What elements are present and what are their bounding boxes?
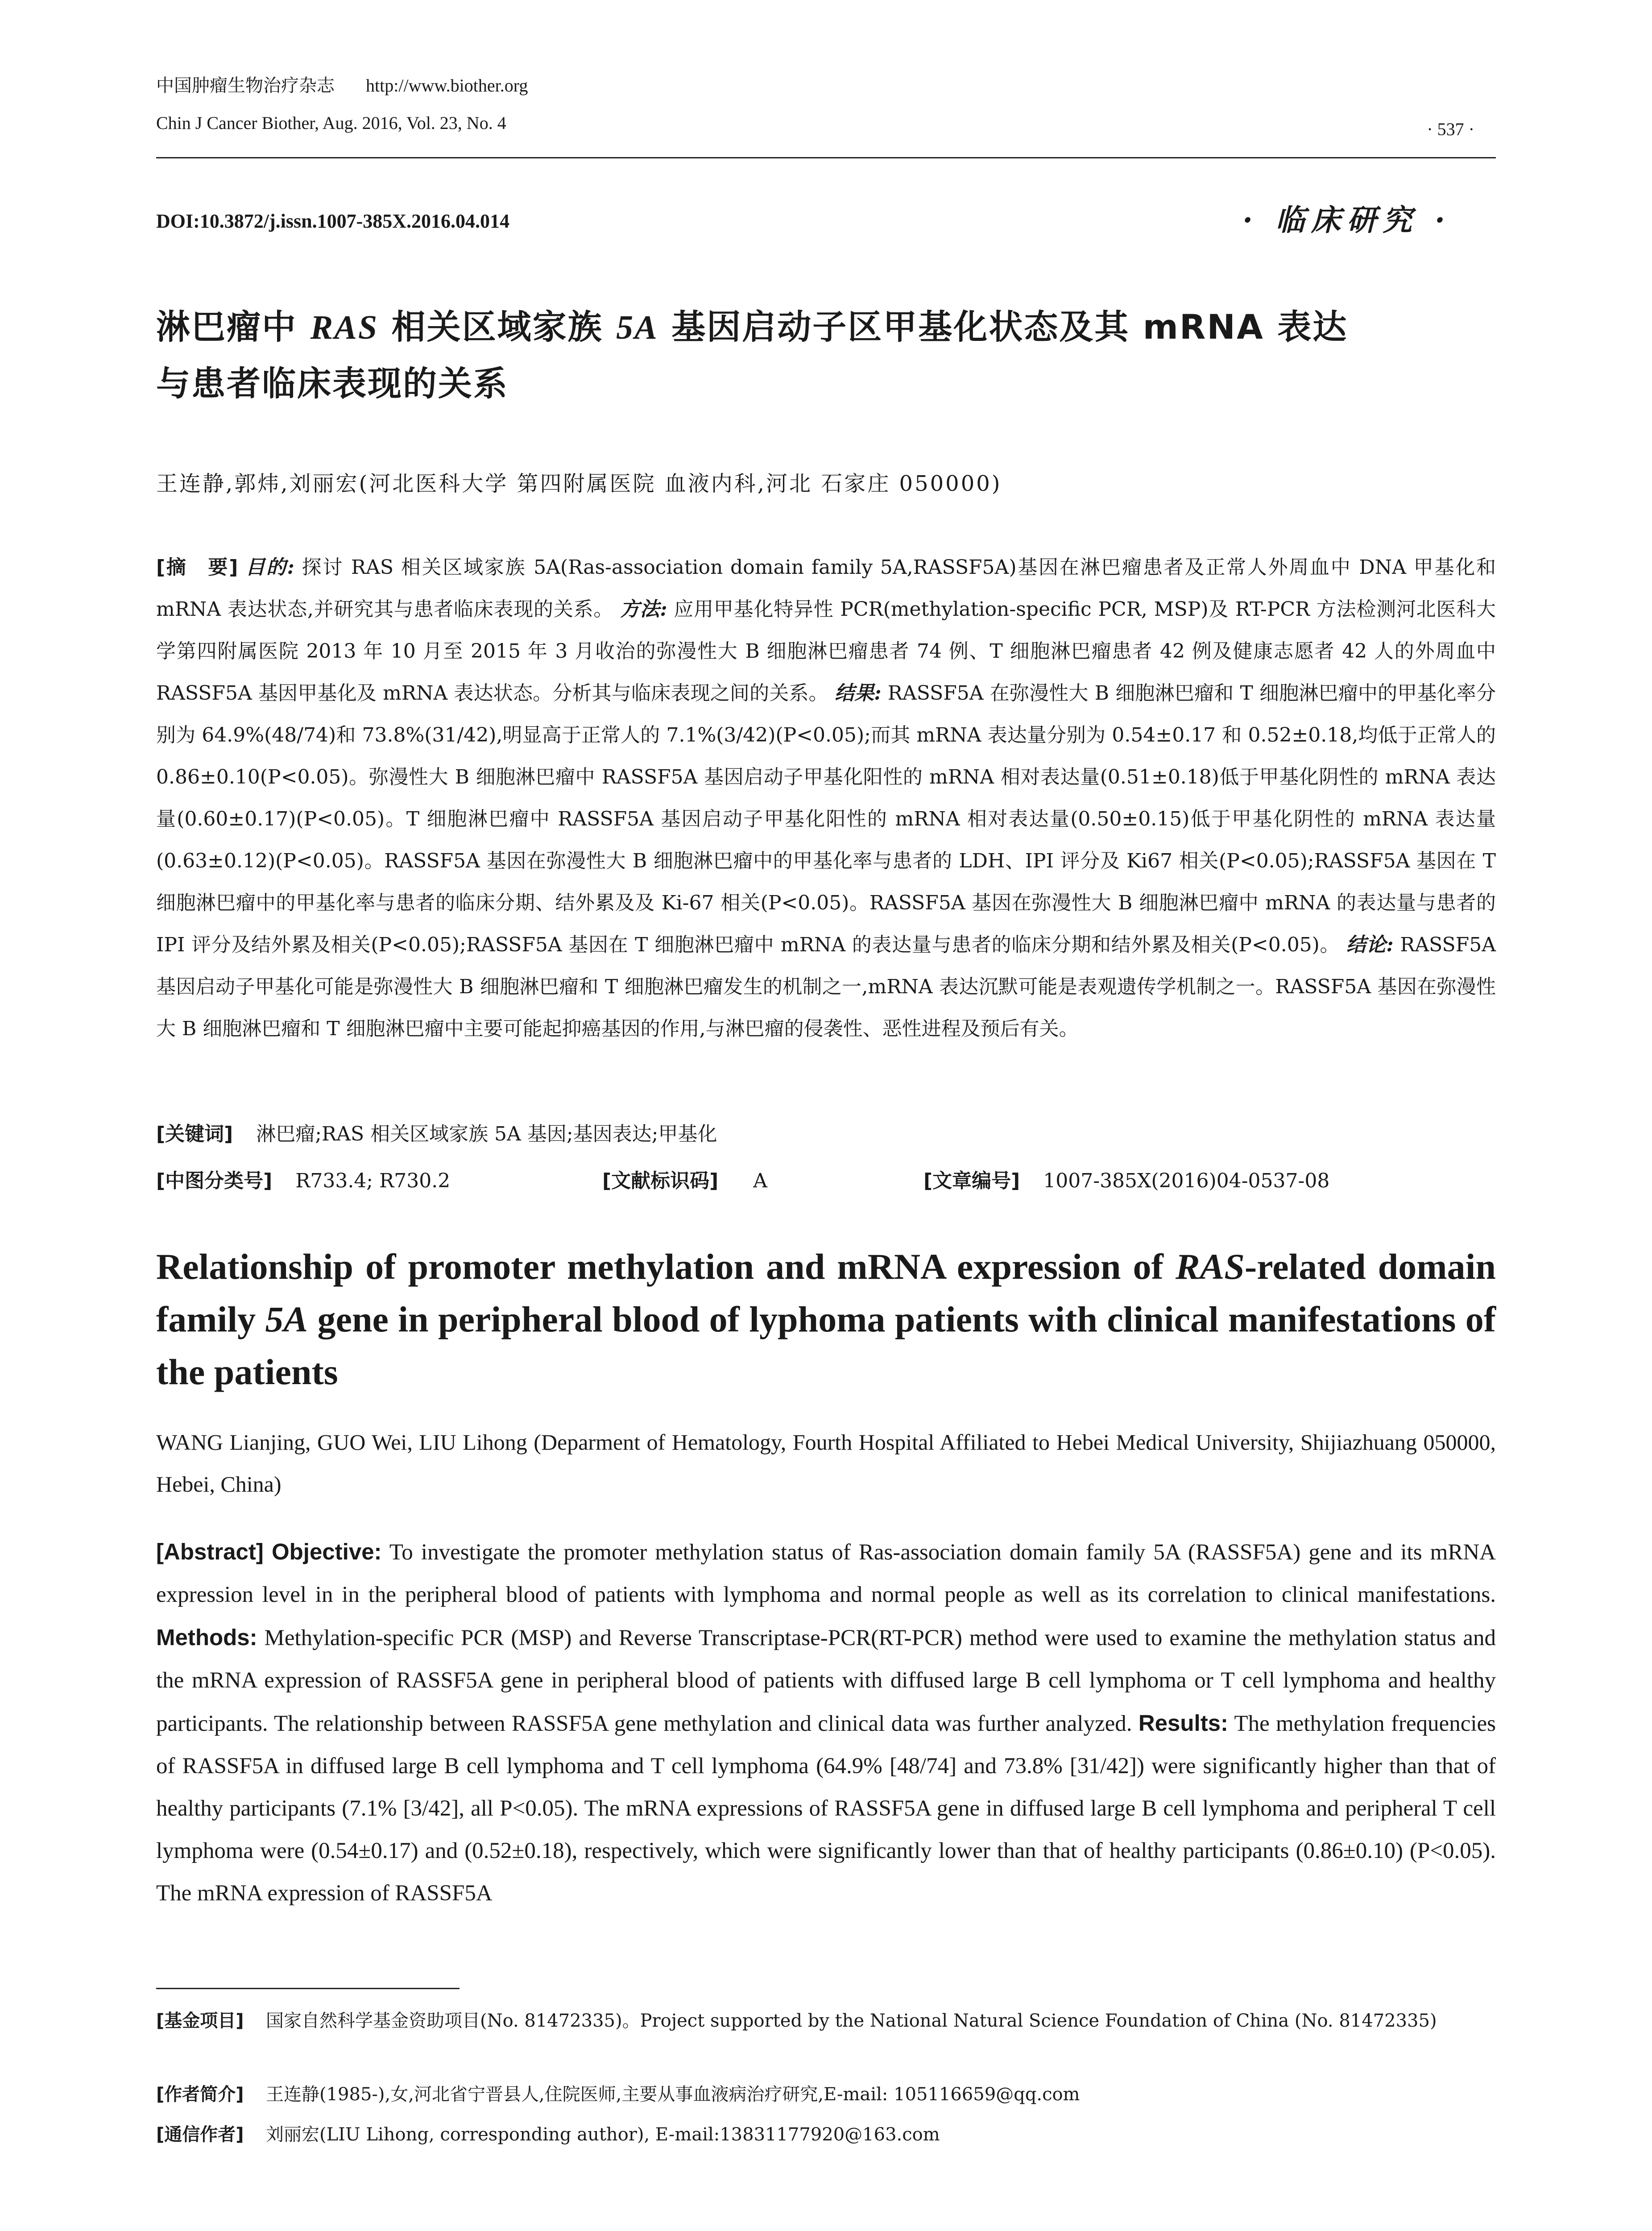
journal-name-cn: 中国肿瘤生物治疗杂志 <box>156 75 335 95</box>
results-text: RASSF5A 在弥漫性大 B 细胞淋巴瘤和 T 细胞淋巴瘤中的甲基化率分别为 64.9%(48/74)和 73.8%(31/42),明显高于正常人的 7.1%(3/42)(P<0.05);而其 mRNA 表达量分别为 0.54±0.17 和 0.52±0.18,均低于正常人的 0.86±0.10(P<0.05)。弥漫性大 B 细胞淋巴瘤中 RASSF5A 基因启动子甲基化阳性的 mRNA 相对表达量(0.51±0.18)低于甲基化阴性的 mRNA 表达量(0.60±0.17)(P<0.05)。T 细胞淋巴瘤中 RASSF5A 基因启动子甲基化阳性的 mRNA 相对表达量(0.50±0.15)低于甲基化阴性的 mRNA 表达量(0.63±0.12)(P<0.05)。RASSF5A 基因在弥漫性大 B 细胞淋巴瘤中的甲基化率与患者的 LDH、IPI 评分及 Ki67 相关(P<0.05);RASSF5A 基因在 T 细胞淋巴瘤中的甲基化率与患者的临床分期、结外累及及 Ki-67 相关(P<0.05)。RASSF5A 基因在弥漫性大 B 细胞淋巴瘤中 mRNA 的表达量与患者的 IPI 评分及结外累及相关(P<0.05);RASSF5A 基因在 T 细胞淋巴瘤中 mRNA 的表达量与患者的临床分期和结外累及相关(P<0.05)。 <box>156 682 1496 956</box>
article-no-value: 1007-385X(2016)04-0537-08 <box>1043 1169 1330 1192</box>
doc-code-value: A <box>753 1169 767 1192</box>
classification-row <box>156 1165 450 1193</box>
page-number: · 537 · <box>1427 119 1474 139</box>
footnote-corresponding <box>156 2117 1496 2152</box>
corr-text: 刘丽宏(LIU Lihong, corresponding author), E-mail:13831177920@163.com <box>266 2124 940 2145</box>
doc-code-row <box>602 1165 767 1193</box>
keywords-row <box>156 1118 717 1146</box>
clc-label: [中图分类号] <box>156 1169 273 1192</box>
abstract-en-label: [Abstract] <box>156 1539 264 1564</box>
corr-label: [通信作者] <box>156 2124 244 2145</box>
authors-en: WANG Lianjing, GUO Wei, LIU Lihong (Deparment of Hematology, Fourth Hospital Affiliated to Hebei Medical University, Shijiazhuang 050000, Hebei, China) <box>156 1430 1496 1497</box>
keywords-text: 淋巴瘤;RAS 相关区域家族 5A 基因;基因表达;甲基化 <box>256 1123 717 1145</box>
objective-label: 目的: <box>245 556 294 579</box>
methods-en-text: Methylation-specific PCR (MSP) and Reverse Transcriptase-PCR(RT-PCR) method were used to examine the methylation status and the mRNA expression of RASSF5A gene in peripheral blood of patients with diffused large B cell lymphoma or T cell lymphoma and healthy participants. The relationship between RASSF5A gene methylation and clinical data was further analyzed. <box>156 1626 1496 1736</box>
article-title-en: Relationship of promoter methylation and mRNA expression of RAS-related domain family 5A gene in peripheral blood of lyphoma patients with clinical manifestations of the patients <box>156 1246 1496 1392</box>
journal-page <box>156 0 1496 2231</box>
abstract-cn <box>156 547 1496 1050</box>
objective-en-label: Objective: <box>271 1539 382 1564</box>
section-tag: · 临床研究 · <box>1242 203 1451 237</box>
footnote-rule <box>156 1988 460 1989</box>
results-en-label: Results: <box>1138 1710 1229 1736</box>
article-title-cn: 淋巴瘤中 RAS 相关区域家族 5A 基因启动子区甲基化状态及其 mRNA 表达 与患者临床表现的关系 <box>156 307 1348 403</box>
conclusion-label: 结论: <box>1346 933 1394 956</box>
methods-label: 方法: <box>620 598 667 621</box>
clc-value: R733.4; R730.2 <box>295 1169 451 1192</box>
abstract-label: [摘 要] <box>156 556 238 579</box>
doc-code-label: [文献标识码] <box>602 1169 719 1192</box>
conclusion-text: RASSF5A 基因启动子甲基化可能是弥漫性大 B 细胞淋巴瘤和 T 细胞淋巴瘤发生的机制之一,mRNA 表达沉默可能是表观遗传学机制之一。RASSF5A 基因在弥漫性大 B 细胞淋巴瘤和 T 细胞淋巴瘤中主要可能起抑癌基因的作用,与淋巴瘤的侵袭性、恶性进程及预后有关。 <box>156 933 1496 1040</box>
fund-text: 国家自然科学基金资助项目(No. 81472335)。Project supported by the National Natural Science Foundation of China (No. 81472335) <box>266 2011 1437 2031</box>
results-label: 结果: <box>835 682 882 705</box>
results-en-text: The methylation frequencies of RASSF5A in diffused large B cell lymphoma and T cell lymphoma (64.9% [48/74] and 73.8% [31/42]) were significantly higher than that of healthy participants (7.1% [3/42], all P<0.05). The mRNA expressions of RASSF5A gene in diffused large B cell lymphoma and peripheral T cell lymphoma were (0.54±0.17) and (0.52±0.18), respectively, which were significantly lower than that of healthy participants (0.86±0.10) (P<0.05). The mRNA expression of RASSF5A <box>156 1711 1496 1906</box>
journal-url[interactable]: http://www.biother.org <box>366 75 528 95</box>
methods-text: 应用甲基化特异性 PCR(methylation-specific PCR, MSP)及 RT-PCR 方法检测河北医科大学第四附属医院 2013 年 10 月至 2015 年 3 月收治的弥漫性大 B 细胞淋巴瘤患者 74 例、T 细胞淋巴瘤患者 42 例及健康志愿者 42 人的外周血中 RASSF5A 基因甲基化及 mRNA 表达状态。分析其与临床表现之间的关系。 <box>156 598 1496 705</box>
abstract-en <box>156 1530 1496 1915</box>
objective-text: 探讨 RAS 相关区域家族 5A(Ras-association domain family 5A,RASSF5A)基因在淋巴瘤患者及正常人外周血中 DNA 甲基化和 mRNA 表达状态,并研究其与患者临床表现的关系。 <box>156 556 1496 621</box>
doi[interactable]: DOI:10.3872/j.issn.1007-385X.2016.04.014 <box>156 210 510 232</box>
header-rule <box>156 157 1496 158</box>
running-header <box>156 67 1496 142</box>
objective-en-text: To investigate the promoter methylation status of Ras-association domain family 5A (RASSF5A) gene and its mRNA expression level in in the peripheral blood of patients with lymphoma and normal people as well as its correlation to clinical manifestations. <box>156 1540 1496 1607</box>
journal-citation: Chin J Cancer Biother, Aug. 2016, Vol. 23, No. 4 <box>156 113 506 133</box>
fund-label: [基金项目] <box>156 2011 244 2031</box>
footnote-fund <box>156 2003 1496 2038</box>
footnote-author <box>156 2077 1496 2112</box>
keywords-label: [关键词] <box>156 1123 233 1145</box>
author-bio-label: [作者简介] <box>156 2084 244 2105</box>
author-bio-text: 王连静(1985-),女,河北省宁晋县人,住院医师,主要从事血液病治疗研究,E-mail: 105116659@qq.com <box>266 2084 1080 2105</box>
authors-cn: 王连静,郭炜,刘丽宏(河北医科大学 第四附属医院 血液内科,河北 石家庄 050000) <box>156 471 1002 496</box>
article-no-row <box>923 1165 1329 1193</box>
methods-en-label: Methods: <box>156 1625 257 1650</box>
article-no-label: [文章编号] <box>923 1169 1020 1192</box>
